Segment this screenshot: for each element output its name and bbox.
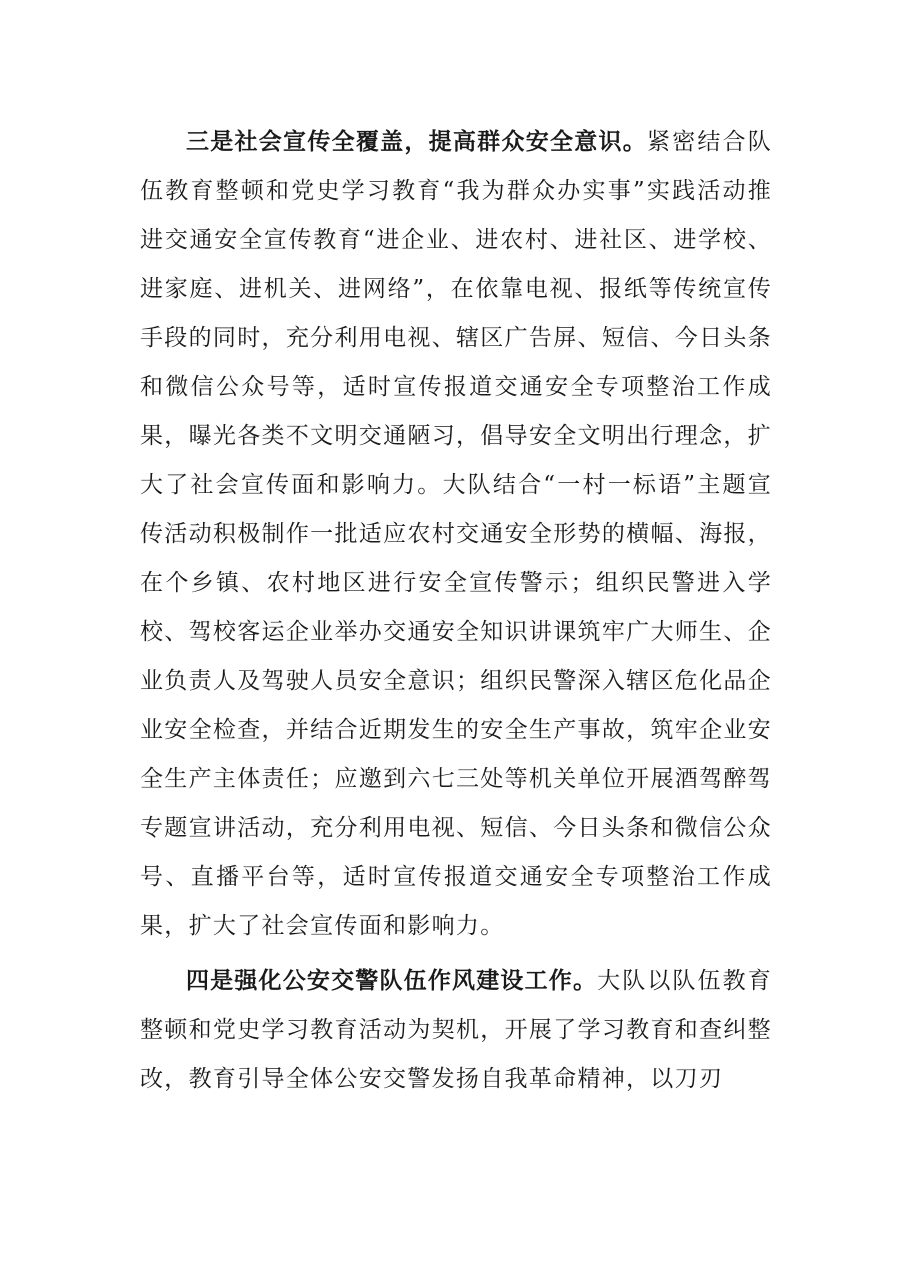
paragraph-team-building	[140, 957, 772, 1104]
paragraph-social-publicity	[140, 118, 772, 951]
document-body	[140, 118, 772, 1104]
paragraph-body-text: 大队以队伍教育整顿和党史学习教育活动为契机，开展了学习教育和查纠整改，教育引导全体公安交警发扬自我革命精神，以刀刃	[140, 968, 772, 1092]
paragraph-lead-heading: 四是强化公安交警队伍作风建设工作。	[186, 968, 598, 994]
paragraph-lead-heading: 三是社会宣传全覆盖，提高群众安全意识。	[186, 129, 648, 155]
paragraph-body-text: 紧密结合队伍教育整顿和党史学习教育“我为群众办实事”实践活动推进交通安全宣传教育“进企业、进农村、进社区、进学校、进家庭、进机关、进网络”，在依靠电视、报纸等传统宣传手段的同时，充分利用电视、辖区广告屏、短信、今日头条和微信公众号等，适时宣传报道交通安全专项整治工作成果，曝光各类不文明交通陋习，倡导安全文明出行理念，扩大了社会宣传面和影响力。大队结合“一村一标语”主题宣传活动积极制作一批适应农村交通安全形势的横幅、海报，在个乡镇、农村地区进行安全宣传警示；组织民警进入学校、驾校客运企业举办交通安全知识讲课筑牢广大师生、企业负责人及驾驶人员安全意识；组织民警深入辖区危化品企业安全检查，并结合近期发生的安全生产事故，筑牢企业安全生产主体责任；应邀到六七三处等机关单位开展酒驾醉驾专题宣讲活动，充分利用电视、短信、今日头条和微信公众号、直播平台等，适时宣传报道交通安全专项整治工作成果，扩大了社会宣传面和影响力。	[140, 129, 772, 939]
